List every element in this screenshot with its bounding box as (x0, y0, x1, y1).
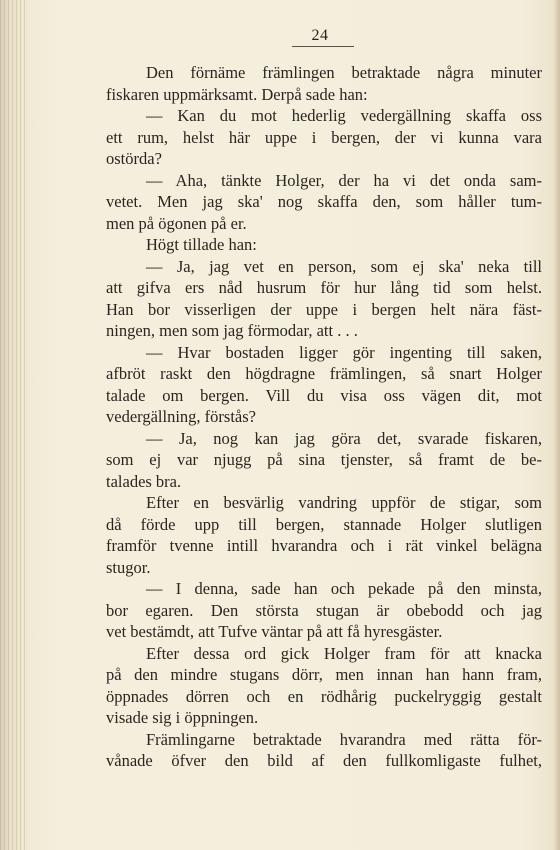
text-line: då förde upp till bergen, stannade Holger slutligen (106, 514, 542, 534)
text-line: visade sig i öppningen. (106, 708, 259, 727)
text-line: — I denna, sade han och pekade på den minsta, (146, 579, 542, 598)
page-right-edge (554, 0, 560, 850)
text-line: — Aha, tänkte Holger, der ha vi det onda sam- (146, 170, 542, 190)
body-text (106, 62, 542, 772)
text-line: vånade öfver den bild af den fullkomligaste fulhet, (106, 751, 542, 770)
text-line: ostörda? (106, 149, 162, 168)
text-line: men på ögonen på er. (106, 213, 247, 233)
text-line: öppnades dörren och en rödhårig puckelryggig gestalt (106, 686, 542, 706)
text-line: Efter en besvärlig vandring uppför de stigar, som (146, 493, 542, 512)
text-line: talade om bergen. Vill du visa oss vägen dit, mot (106, 385, 542, 405)
text-line: på den mindre stugans dörr, men innan han hann fram, (106, 665, 542, 684)
text-line: vedergällning, förstås? (106, 407, 256, 426)
text-line: — Ja, jag vet en person, som ej ska' neka till (146, 256, 542, 276)
text-line: fiskaren uppmärksamt. Derpå sade han: (106, 84, 368, 104)
text-line: — Hvar bostaden ligger gör ingenting till saken, (146, 342, 542, 362)
text-line: vet bestämdt, att Tufve väntar på att få hyresgäster. (106, 622, 443, 641)
page-binding-edge (0, 0, 26, 850)
text-line: att gifva ers nåd husrum för hur lång tid som helst. (106, 278, 542, 297)
text-line: som ej var njugg på sina tjenster, så framt de be- (106, 450, 542, 469)
header-rule (292, 46, 354, 47)
text-line: Han bor visserligen der uppe i bergen helt nära fäst- (106, 299, 542, 319)
text-line: vetet. Men jag ska' nog skaffa den, som håller tum- (106, 192, 542, 211)
text-line: afbröt raskt den högdragne främlingen, så snart Holger (106, 364, 542, 383)
text-line: stugor. (106, 557, 151, 577)
text-line: Högt tillade han: (146, 235, 257, 254)
text-line: — Kan du mot hederlig vedergällning skaffa oss (146, 106, 542, 125)
text-line: ett rum, helst här uppe i bergen, der vi kunna vara (106, 127, 542, 147)
text-line: bor egaren. Den största stugan är obebodd och jag (106, 600, 542, 620)
text-line: Främlingarne betraktade hvarandra med rätta för- (146, 729, 542, 749)
text-line: ningen, men som jag förmodar, att . . . (106, 321, 358, 340)
text-line: — Ja, nog kan jag göra det, svarade fiskaren, (146, 428, 542, 448)
text-line: talades bra. (106, 471, 182, 491)
text-line: Den förnäme främlingen betraktade några minuter (146, 63, 542, 82)
text-line: Efter dessa ord gick Holger fram för att knacka (146, 643, 542, 663)
text-line: framför tvenne intill hvarandra och i rät vinkel belägna (106, 536, 542, 555)
page-number: 24 (311, 27, 329, 44)
